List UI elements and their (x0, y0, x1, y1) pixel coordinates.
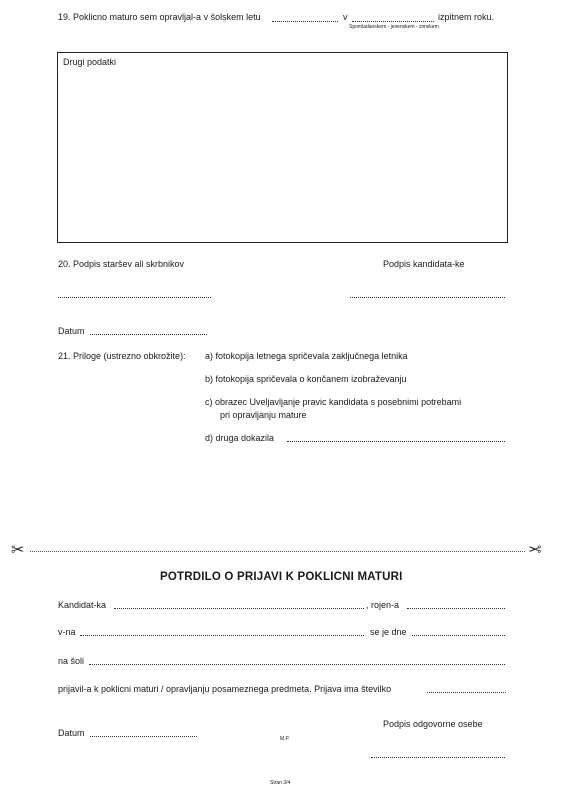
responsible-signature-field[interactable] (371, 757, 505, 758)
parent-signature-field[interactable] (58, 297, 211, 298)
q19-text: 19. Poklicno maturo sem opravljal-a v šolskem letu (58, 12, 261, 22)
attachment-d[interactable]: d) druga dokazila (205, 433, 275, 443)
candidate-signature-label: Podpis kandidata-ke (383, 259, 465, 269)
scissors-icon: ✂ (11, 542, 25, 559)
school-label: na šoli (58, 656, 85, 666)
exam-term-field[interactable] (352, 21, 434, 22)
birthplace-label: v-na (58, 627, 76, 637)
other-data-box[interactable] (57, 52, 508, 243)
born-label: , rojen-a (366, 600, 400, 610)
registration-text: prijavil-a k poklicni maturi / opravljanju posameznega predmeta. Prijava ima številko (58, 684, 392, 694)
responsible-signature-label: Podpis odgovorne osebe (383, 719, 483, 729)
candidate-name-field[interactable] (114, 608, 364, 609)
candidate-signature-field[interactable] (350, 297, 505, 298)
q20-label: 20. Podpis staršev ali skrbnikov (58, 259, 185, 269)
registration-number-field[interactable] (427, 692, 506, 693)
enrolled-date-field[interactable] (412, 635, 505, 636)
cut-line (30, 551, 525, 552)
confirm-date-label: Datum (58, 728, 85, 738)
confirmation-title: POTRDILO O PRIJAVI K POKLICNI MATURI (160, 571, 403, 583)
q19-v: v (343, 12, 348, 22)
term-hint: Spomladanskem - jesenskem - zimskem (349, 24, 439, 30)
attachment-c[interactable]: c) obrazec Uveljavljanje pravic kandidata s posebnimi potrebami (205, 397, 462, 407)
date-label: Datum (58, 326, 85, 336)
other-evidence-field[interactable] (287, 441, 505, 442)
attachment-c-cont: pri opravljanju mature (220, 410, 307, 420)
attachment-a[interactable]: a) fotokopija letnega spričevala zaključnega letnika (205, 351, 408, 361)
date-field[interactable] (90, 334, 207, 335)
q21-label: 21. Priloge (ustrezno obkrožite): (58, 351, 186, 361)
birthplace-field[interactable] (80, 635, 364, 636)
candidate-label: Kandidat-ka (58, 600, 107, 610)
enrolled-label: se je dne (370, 627, 407, 637)
birth-date-field[interactable] (407, 608, 505, 609)
confirm-date-field[interactable] (90, 736, 197, 737)
school-field[interactable] (89, 664, 505, 665)
q19-after: izpitnem roku. (438, 12, 495, 22)
attachment-b[interactable]: b) fotokopija spričevala o končanem izobraževanju (205, 374, 407, 384)
school-year-field[interactable] (272, 21, 338, 22)
other-data-label: Drugi podatki (63, 57, 117, 67)
stamp-label: M.P. (280, 736, 290, 742)
page-number: Stran 3/4 (270, 780, 291, 786)
scissors-icon: ✂ (528, 542, 542, 559)
